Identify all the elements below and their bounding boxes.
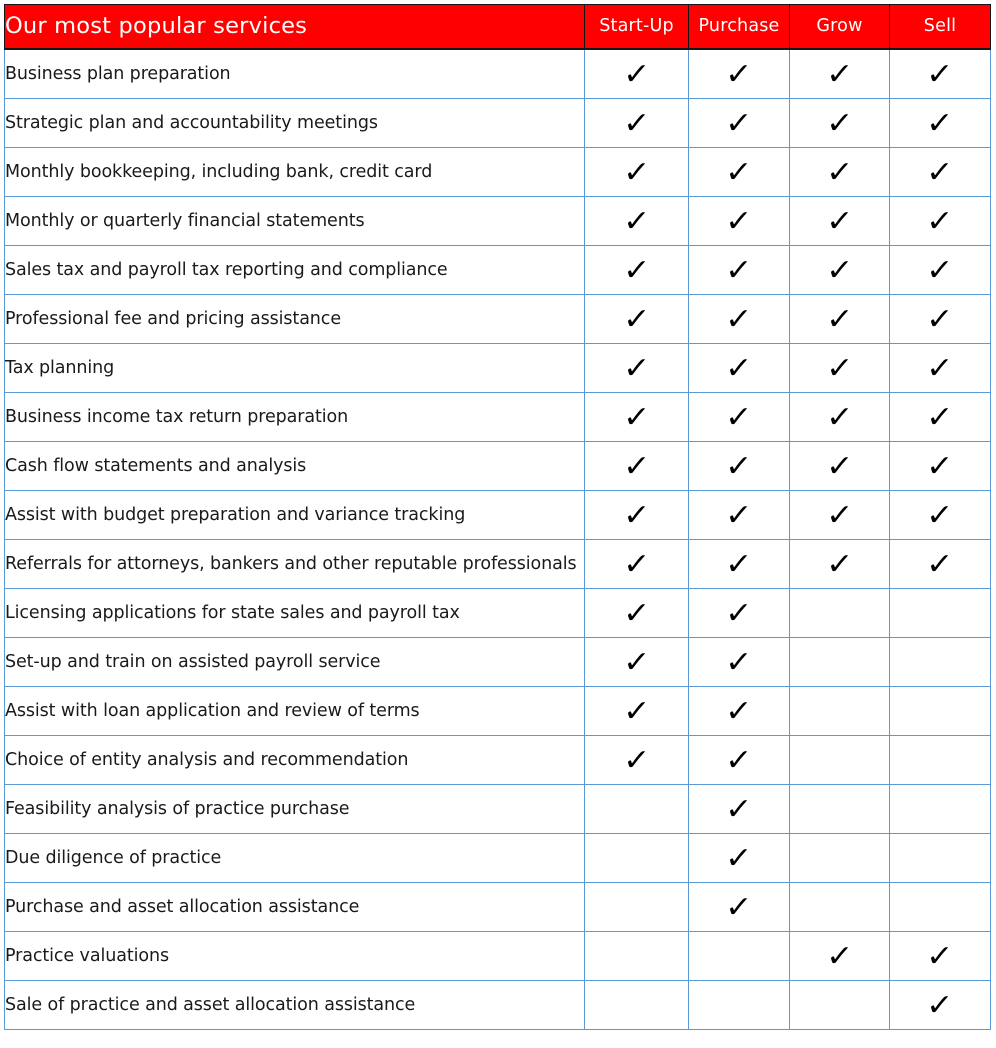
table-row bbox=[5, 931, 991, 980]
cell-sell bbox=[890, 588, 991, 637]
checkmark-icon: ✓ bbox=[724, 791, 754, 827]
table-row bbox=[5, 49, 991, 99]
table-body bbox=[5, 49, 991, 1030]
cell-purchase bbox=[689, 294, 790, 343]
service-name-cell: Due diligence of practice bbox=[5, 833, 585, 882]
checkmark-icon: ✓ bbox=[622, 742, 651, 778]
cell-purchase bbox=[689, 735, 790, 784]
checkmark-icon: ✓ bbox=[925, 301, 955, 337]
service-name-cell: Sales tax and payroll tax reporting and compliance bbox=[5, 245, 585, 294]
checkmark-icon: ✓ bbox=[825, 497, 854, 533]
cell-grow bbox=[790, 735, 890, 784]
cell-startup bbox=[585, 196, 689, 245]
cell-sell bbox=[890, 882, 991, 931]
service-name-cell: Referrals for attorneys, bankers and other reputable professionals bbox=[5, 539, 585, 588]
checkmark-icon: ✓ bbox=[724, 840, 754, 876]
services-comparison-table bbox=[4, 4, 991, 1030]
cell-sell bbox=[890, 490, 991, 539]
checkmark-icon: ✓ bbox=[825, 350, 854, 386]
checkmark-icon: ✓ bbox=[925, 154, 955, 190]
cell-startup bbox=[585, 441, 689, 490]
checkmark-icon: ✓ bbox=[925, 399, 955, 435]
checkmark-icon: ✓ bbox=[622, 301, 651, 337]
checkmark-icon: ✓ bbox=[925, 987, 955, 1023]
cell-startup bbox=[585, 637, 689, 686]
cell-sell bbox=[890, 539, 991, 588]
table-row bbox=[5, 343, 991, 392]
cell-sell bbox=[890, 980, 991, 1029]
cell-grow bbox=[790, 931, 890, 980]
cell-startup bbox=[585, 490, 689, 539]
checkmark-icon: ✓ bbox=[925, 497, 955, 533]
table-row bbox=[5, 196, 991, 245]
checkmark-icon: ✓ bbox=[925, 56, 955, 92]
checkmark-icon: ✓ bbox=[724, 203, 754, 239]
cell-startup bbox=[585, 980, 689, 1029]
service-name-cell: Tax planning bbox=[5, 343, 585, 392]
checkmark-icon: ✓ bbox=[724, 399, 754, 435]
checkmark-icon: ✓ bbox=[724, 56, 754, 92]
service-name-cell: Cash flow statements and analysis bbox=[5, 441, 585, 490]
service-name-cell: Practice valuations bbox=[5, 931, 585, 980]
cell-purchase bbox=[689, 882, 790, 931]
cell-purchase bbox=[689, 833, 790, 882]
checkmark-icon: ✓ bbox=[925, 203, 955, 239]
checkmark-icon: ✓ bbox=[825, 301, 854, 337]
cell-purchase bbox=[689, 931, 790, 980]
service-name-cell: Choice of entity analysis and recommendation bbox=[5, 735, 585, 784]
service-name-cell: Business plan preparation bbox=[5, 49, 585, 99]
checkmark-icon: ✓ bbox=[724, 497, 754, 533]
cell-grow bbox=[790, 882, 890, 931]
checkmark-icon: ✓ bbox=[925, 546, 955, 582]
table-row bbox=[5, 245, 991, 294]
cell-startup bbox=[585, 392, 689, 441]
checkmark-icon: ✓ bbox=[825, 203, 854, 239]
cell-purchase bbox=[689, 539, 790, 588]
column-header-sell: Sell bbox=[890, 5, 991, 49]
checkmark-icon: ✓ bbox=[622, 595, 651, 631]
service-name-cell: Set-up and train on assisted payroll service bbox=[5, 637, 585, 686]
checkmark-icon: ✓ bbox=[724, 889, 754, 925]
cell-grow bbox=[790, 490, 890, 539]
checkmark-icon: ✓ bbox=[724, 546, 754, 582]
cell-startup bbox=[585, 784, 689, 833]
table-row bbox=[5, 539, 991, 588]
checkmark-icon: ✓ bbox=[825, 938, 854, 974]
cell-startup bbox=[585, 49, 689, 99]
cell-purchase bbox=[689, 98, 790, 147]
cell-purchase bbox=[689, 147, 790, 196]
table-row bbox=[5, 833, 991, 882]
cell-purchase bbox=[689, 245, 790, 294]
cell-startup bbox=[585, 343, 689, 392]
checkmark-icon: ✓ bbox=[724, 350, 754, 386]
cell-purchase bbox=[689, 441, 790, 490]
checkmark-icon: ✓ bbox=[622, 448, 651, 484]
service-name-cell: Monthly bookkeeping, including bank, credit card bbox=[5, 147, 585, 196]
cell-startup bbox=[585, 539, 689, 588]
cell-grow bbox=[790, 196, 890, 245]
checkmark-icon: ✓ bbox=[925, 252, 955, 288]
checkmark-icon: ✓ bbox=[825, 105, 854, 141]
table-title: Our most popular services bbox=[5, 5, 585, 49]
checkmark-icon: ✓ bbox=[925, 938, 955, 974]
table-row bbox=[5, 882, 991, 931]
service-name-cell: Assist with budget preparation and variance tracking bbox=[5, 490, 585, 539]
cell-sell bbox=[890, 245, 991, 294]
service-name-cell: Assist with loan application and review of terms bbox=[5, 686, 585, 735]
checkmark-icon: ✓ bbox=[925, 350, 955, 386]
table-header bbox=[5, 5, 991, 49]
service-name-cell: Strategic plan and accountability meetings bbox=[5, 98, 585, 147]
cell-sell bbox=[890, 294, 991, 343]
table-row bbox=[5, 980, 991, 1029]
cell-startup bbox=[585, 833, 689, 882]
cell-grow bbox=[790, 980, 890, 1029]
checkmark-icon: ✓ bbox=[622, 546, 651, 582]
cell-grow bbox=[790, 441, 890, 490]
cell-sell bbox=[890, 735, 991, 784]
checkmark-icon: ✓ bbox=[622, 350, 651, 386]
checkmark-icon: ✓ bbox=[724, 154, 754, 190]
cell-sell bbox=[890, 833, 991, 882]
cell-sell bbox=[890, 392, 991, 441]
cell-startup bbox=[585, 882, 689, 931]
cell-purchase bbox=[689, 343, 790, 392]
table-row bbox=[5, 588, 991, 637]
table-row bbox=[5, 735, 991, 784]
cell-sell bbox=[890, 441, 991, 490]
cell-sell bbox=[890, 196, 991, 245]
table-row bbox=[5, 294, 991, 343]
checkmark-icon: ✓ bbox=[622, 252, 651, 288]
cell-grow bbox=[790, 392, 890, 441]
checkmark-icon: ✓ bbox=[724, 448, 754, 484]
cell-startup bbox=[585, 686, 689, 735]
cell-startup bbox=[585, 245, 689, 294]
cell-grow bbox=[790, 833, 890, 882]
checkmark-icon: ✓ bbox=[724, 644, 754, 680]
table-row bbox=[5, 637, 991, 686]
cell-grow bbox=[790, 245, 890, 294]
checkmark-icon: ✓ bbox=[724, 595, 754, 631]
service-name-cell: Professional fee and pricing assistance bbox=[5, 294, 585, 343]
cell-sell bbox=[890, 147, 991, 196]
cell-purchase bbox=[689, 784, 790, 833]
checkmark-icon: ✓ bbox=[622, 644, 651, 680]
cell-startup bbox=[585, 147, 689, 196]
table-row bbox=[5, 686, 991, 735]
cell-sell bbox=[890, 931, 991, 980]
cell-grow bbox=[790, 343, 890, 392]
checkmark-icon: ✓ bbox=[724, 105, 754, 141]
service-name-cell: Purchase and asset allocation assistance bbox=[5, 882, 585, 931]
table-row bbox=[5, 392, 991, 441]
checkmark-icon: ✓ bbox=[622, 399, 651, 435]
cell-startup bbox=[585, 931, 689, 980]
checkmark-icon: ✓ bbox=[622, 497, 651, 533]
checkmark-icon: ✓ bbox=[724, 742, 754, 778]
cell-startup bbox=[585, 588, 689, 637]
checkmark-icon: ✓ bbox=[925, 448, 955, 484]
cell-purchase bbox=[689, 49, 790, 99]
cell-grow bbox=[790, 686, 890, 735]
cell-purchase bbox=[689, 588, 790, 637]
cell-startup bbox=[585, 98, 689, 147]
cell-grow bbox=[790, 588, 890, 637]
cell-sell bbox=[890, 343, 991, 392]
checkmark-icon: ✓ bbox=[622, 154, 651, 190]
service-name-cell: Sale of practice and asset allocation assistance bbox=[5, 980, 585, 1029]
column-header-purchase: Purchase bbox=[689, 5, 790, 49]
cell-purchase bbox=[689, 490, 790, 539]
service-name-cell: Monthly or quarterly financial statements bbox=[5, 196, 585, 245]
checkmark-icon: ✓ bbox=[825, 154, 854, 190]
header-row bbox=[5, 5, 991, 49]
checkmark-icon: ✓ bbox=[825, 252, 854, 288]
cell-startup bbox=[585, 294, 689, 343]
checkmark-icon: ✓ bbox=[925, 105, 955, 141]
cell-sell bbox=[890, 784, 991, 833]
cell-sell bbox=[890, 98, 991, 147]
checkmark-icon: ✓ bbox=[724, 252, 754, 288]
cell-purchase bbox=[689, 980, 790, 1029]
service-name-cell: Licensing applications for state sales and payroll tax bbox=[5, 588, 585, 637]
column-header-startup: Start-Up bbox=[585, 5, 689, 49]
service-name-cell: Business income tax return preparation bbox=[5, 392, 585, 441]
checkmark-icon: ✓ bbox=[825, 448, 854, 484]
service-name-cell: Feasibility analysis of practice purchase bbox=[5, 784, 585, 833]
checkmark-icon: ✓ bbox=[825, 399, 854, 435]
cell-grow bbox=[790, 637, 890, 686]
cell-startup bbox=[585, 735, 689, 784]
column-header-grow: Grow bbox=[790, 5, 890, 49]
checkmark-icon: ✓ bbox=[622, 203, 651, 239]
checkmark-icon: ✓ bbox=[622, 56, 651, 92]
cell-sell bbox=[890, 686, 991, 735]
checkmark-icon: ✓ bbox=[825, 56, 854, 92]
cell-purchase bbox=[689, 392, 790, 441]
table-row bbox=[5, 784, 991, 833]
cell-sell bbox=[890, 637, 991, 686]
table-row bbox=[5, 147, 991, 196]
checkmark-icon: ✓ bbox=[622, 693, 651, 729]
cell-purchase bbox=[689, 686, 790, 735]
table-row bbox=[5, 490, 991, 539]
cell-grow bbox=[790, 147, 890, 196]
cell-grow bbox=[790, 49, 890, 99]
checkmark-icon: ✓ bbox=[724, 301, 754, 337]
checkmark-icon: ✓ bbox=[622, 105, 651, 141]
cell-grow bbox=[790, 784, 890, 833]
cell-grow bbox=[790, 98, 890, 147]
table-row bbox=[5, 98, 991, 147]
checkmark-icon: ✓ bbox=[825, 546, 854, 582]
cell-grow bbox=[790, 294, 890, 343]
checkmark-icon: ✓ bbox=[724, 693, 754, 729]
cell-sell bbox=[890, 49, 991, 99]
cell-purchase bbox=[689, 637, 790, 686]
cell-purchase bbox=[689, 196, 790, 245]
table-row bbox=[5, 441, 991, 490]
cell-grow bbox=[790, 539, 890, 588]
